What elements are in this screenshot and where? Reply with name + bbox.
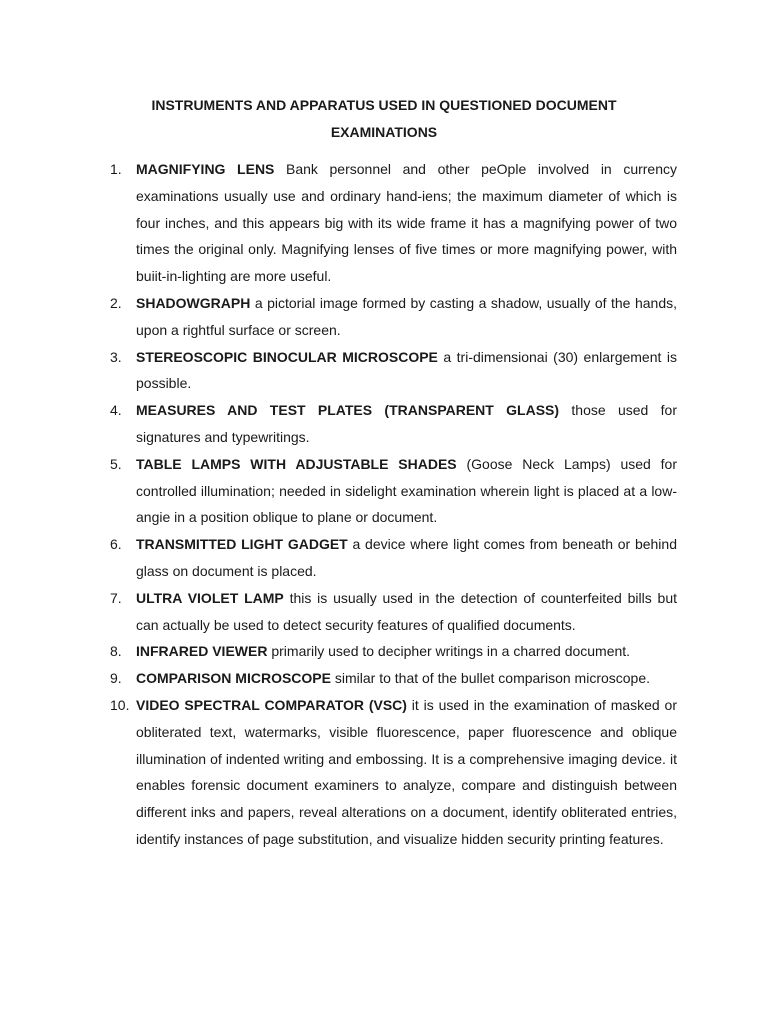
instrument-list [110, 156, 677, 853]
item-number: 7. [110, 589, 122, 606]
item-term: MAGNIFYING LENS [136, 161, 275, 177]
list-item [110, 344, 677, 398]
item-description: those used for signatures and typewritings. [136, 402, 677, 445]
title-line-2: EXAMINATIONS [330, 124, 438, 140]
item-term: MEASURES AND TEST PLATES (TRANSPARENT GLASS) [136, 402, 560, 419]
item-description: a pictorial image formed by casting a shadow, usually of the hands, upon a rightful surface or screen. [136, 294, 677, 338]
item-term: STEREOSCOPIC BINOCULAR MICROSCOPE [136, 348, 438, 365]
list-item [110, 638, 677, 665]
item-number: 4. [110, 402, 122, 419]
item-term: TABLE LAMPS WITH ADJUSTABLE SHADES [136, 455, 457, 472]
list-item [110, 290, 677, 344]
item-number: 2. [110, 294, 122, 311]
item-number: 8. [110, 643, 122, 660]
title-line-1: INSTRUMENTS AND APPARATUS USED IN QUESTIONED DOCUMENT [151, 97, 617, 113]
item-number: 6. [110, 536, 122, 553]
item-term: SHADOWGRAPH [136, 294, 251, 311]
item-term: ULTRA VIOLET LAMP [136, 589, 284, 606]
list-item [110, 665, 677, 692]
list-item [110, 156, 677, 290]
item-description: similar to that of the bullet comparison microscope. [330, 670, 651, 687]
item-term: COMPARISON MICROSCOPE [136, 670, 331, 687]
list-item [110, 397, 677, 451]
item-description: (Goose Neck Lamps) used for controlled illumination; needed in sidelight examination wherein light is placed at a low-angie in a position oblique to plane or document. [136, 455, 677, 526]
item-term: VIDEO SPECTRAL COMPARATOR (VSC) [136, 696, 407, 713]
item-description: a device where light comes from beneath or behind glass on document is placed. [136, 536, 677, 579]
item-description: Bank personnel and other peOple involved in currency examinations usually use and ordinary hand-iens; the maximum diameter of which is four inches, and this appears big with its wide frame it has a magnifying power of two times the original only. Magnifying lenses of five times or more magnifying power, with buiit-in-lighting are more useful. [136, 161, 678, 285]
item-description: primarily used to decipher writings in a charred document. [267, 643, 631, 660]
item-term: TRANSMITTED LIGHT GADGET [136, 536, 348, 553]
item-number: 3. [110, 348, 122, 365]
item-description: a tri-dimensionai (30) enlargement is possible. [136, 348, 677, 392]
item-number: 10. [110, 696, 130, 713]
item-number: 1. [110, 161, 122, 177]
item-number: 5. [110, 455, 122, 472]
list-item [110, 531, 677, 585]
item-description: it is used in the examination of masked or obliterated text, watermarks, visible fluorescence, paper fluorescence and oblique illumination of indented writing and embossing. It is a comprehensive imaging device. it enables forensic document examiners to analyze, compare and distinguish between different inks and papers, reveal alterations on a document, identify obliterated entries, identify instances of page substitution, and visualize hidden security printing features. [136, 696, 677, 847]
item-description: this is usually used in the detection of counterfeited bills but can actually be used to detect security features of qualified documents. [136, 589, 677, 633]
list-item [110, 585, 677, 639]
page-title [100, 92, 668, 146]
item-number: 9. [110, 670, 122, 687]
list-item [110, 451, 677, 531]
list-item [110, 692, 677, 853]
item-term: INFRARED VIEWER [136, 643, 268, 660]
